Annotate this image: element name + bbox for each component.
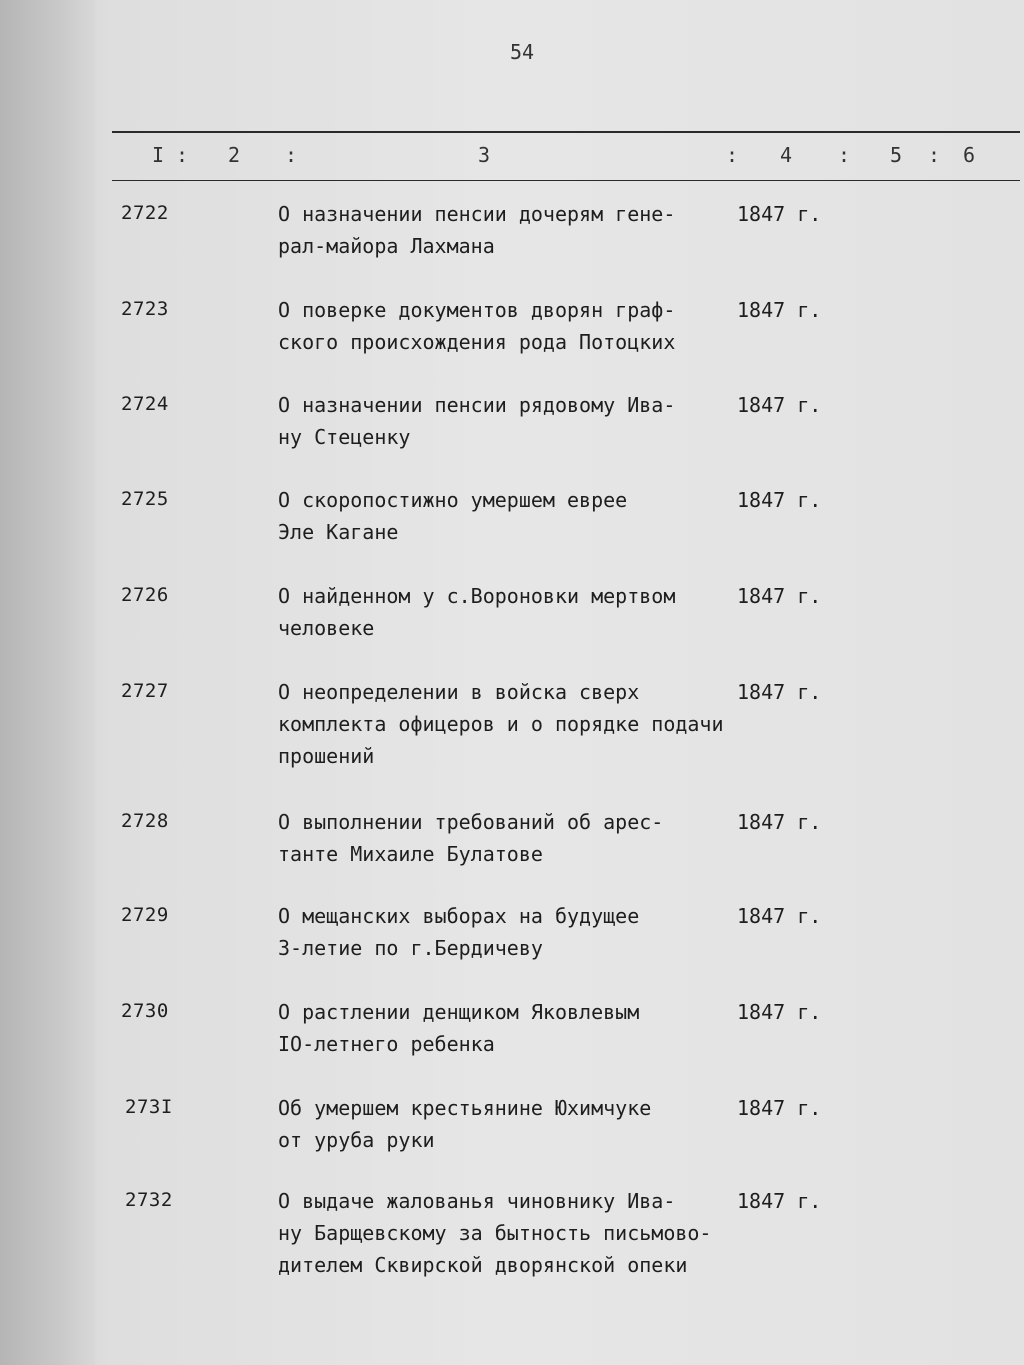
table-header-bottom-rule [112,180,1020,181]
entry-year: 1847 г. [737,488,822,512]
entry-description: О выполнении требований об арес- танте Михаиле Булатове [278,810,664,866]
entry-description: О выдаче жалованья чиновнику Ива- ну Барщевскому за бытность письмово- дителем Сквирской дворянской опеки [278,1189,712,1277]
page-number: 54 [510,40,535,64]
entry-description: О поверке документов дворян граф- ского происхождения рода Потоцких [278,298,676,354]
document-page: 54 I : 2 : 3 : 4 : 5 : 6 2722 О назначении пенсии дочерям гене- рал-майора Лахмана 1847 г. 2723 О поверке документов дворян граф- ского происхождения рода Потоцких 1847 г. 2724 О назначении пенсии рядовому Ива- ну Стеценку 1847 г. 2725 О скоропостижно умершем еврее Эле Кагане 1847 г. 2726 О найденном у с.Вороновки мертвом человеке 1847 г. 2727 О неопределении в войска сверх комплекта офицеров и о порядке подачи прошений 1847 г. 2728 О выполнении требований об арес- танте Михаиле Булатове 1847 г. 2729 О мещанских выборах на будущее 3-летие по г.Бердичеву 1847 г. 2730 О растлении денщиком Яковлевым IO-летнего ребенка 1847 г. 273I Об умершем крестьянине Юхимчуке от уруба руки 1847 г. 2732 О выдаче жалованья чиновнику Ива- ну Барщевскому за бытность письмово- дителем Сквирской дворянской опеки 1847 г. [0,0,1024,1365]
column-header-6: 6 [963,143,976,167]
entry-year: 1847 г. [737,298,822,322]
column-header-3: 3 [478,143,491,167]
entry-description: О назначении пенсии дочерям гене- рал-майора Лахмана [278,202,676,258]
table-header-top-rule [112,131,1020,133]
entry-description: О найденном у с.Вороновки мертвом человеке [278,584,676,640]
entry-year: 1847 г. [737,393,822,417]
entry-description: О растлении денщиком Яковлевым IO-летнего ребенка [278,1000,640,1056]
entry-number: 2722 [121,202,169,224]
entry-description: О мещанских выборах на будущее 3-летие по г.Бердичеву [278,904,640,960]
entry-year: 1847 г. [737,584,822,608]
entry-number: 2726 [121,584,169,606]
page-fold-shadow [0,0,95,1365]
entry-number: 2727 [121,680,169,702]
entry-year: 1847 г. [737,1189,822,1213]
entry-number: 2724 [121,393,169,415]
column-header-2: 2 [228,143,241,167]
entry-description: О неопределении в войска сверх комплекта офицеров и о порядке подачи прошений [278,680,724,768]
entry-year: 1847 г. [737,680,822,704]
entry-year: 1847 г. [737,1096,822,1120]
entry-description: О скоропостижно умершем еврее Эле Кагане [278,488,628,544]
entry-year: 1847 г. [737,1000,822,1024]
entry-number: 2729 [121,904,169,926]
entry-description: Об умершем крестьянине Юхимчуке от уруба руки [278,1096,652,1152]
entry-number: 2728 [121,810,169,832]
entry-year: 1847 г. [737,810,822,834]
entry-year: 1847 г. [737,202,822,226]
entry-number: 2730 [121,1000,169,1022]
entry-number: 2725 [121,488,169,510]
entry-number: 2723 [121,298,169,320]
column-header-5: 5 [890,143,903,167]
entry-number: 273I [125,1096,173,1118]
column-header-1: I [152,143,165,167]
column-header-4: 4 [780,143,793,167]
entry-number: 2732 [125,1189,173,1211]
entry-year: 1847 г. [737,904,822,928]
entry-description: О назначении пенсии рядовому Ива- ну Стеценку [278,393,676,449]
